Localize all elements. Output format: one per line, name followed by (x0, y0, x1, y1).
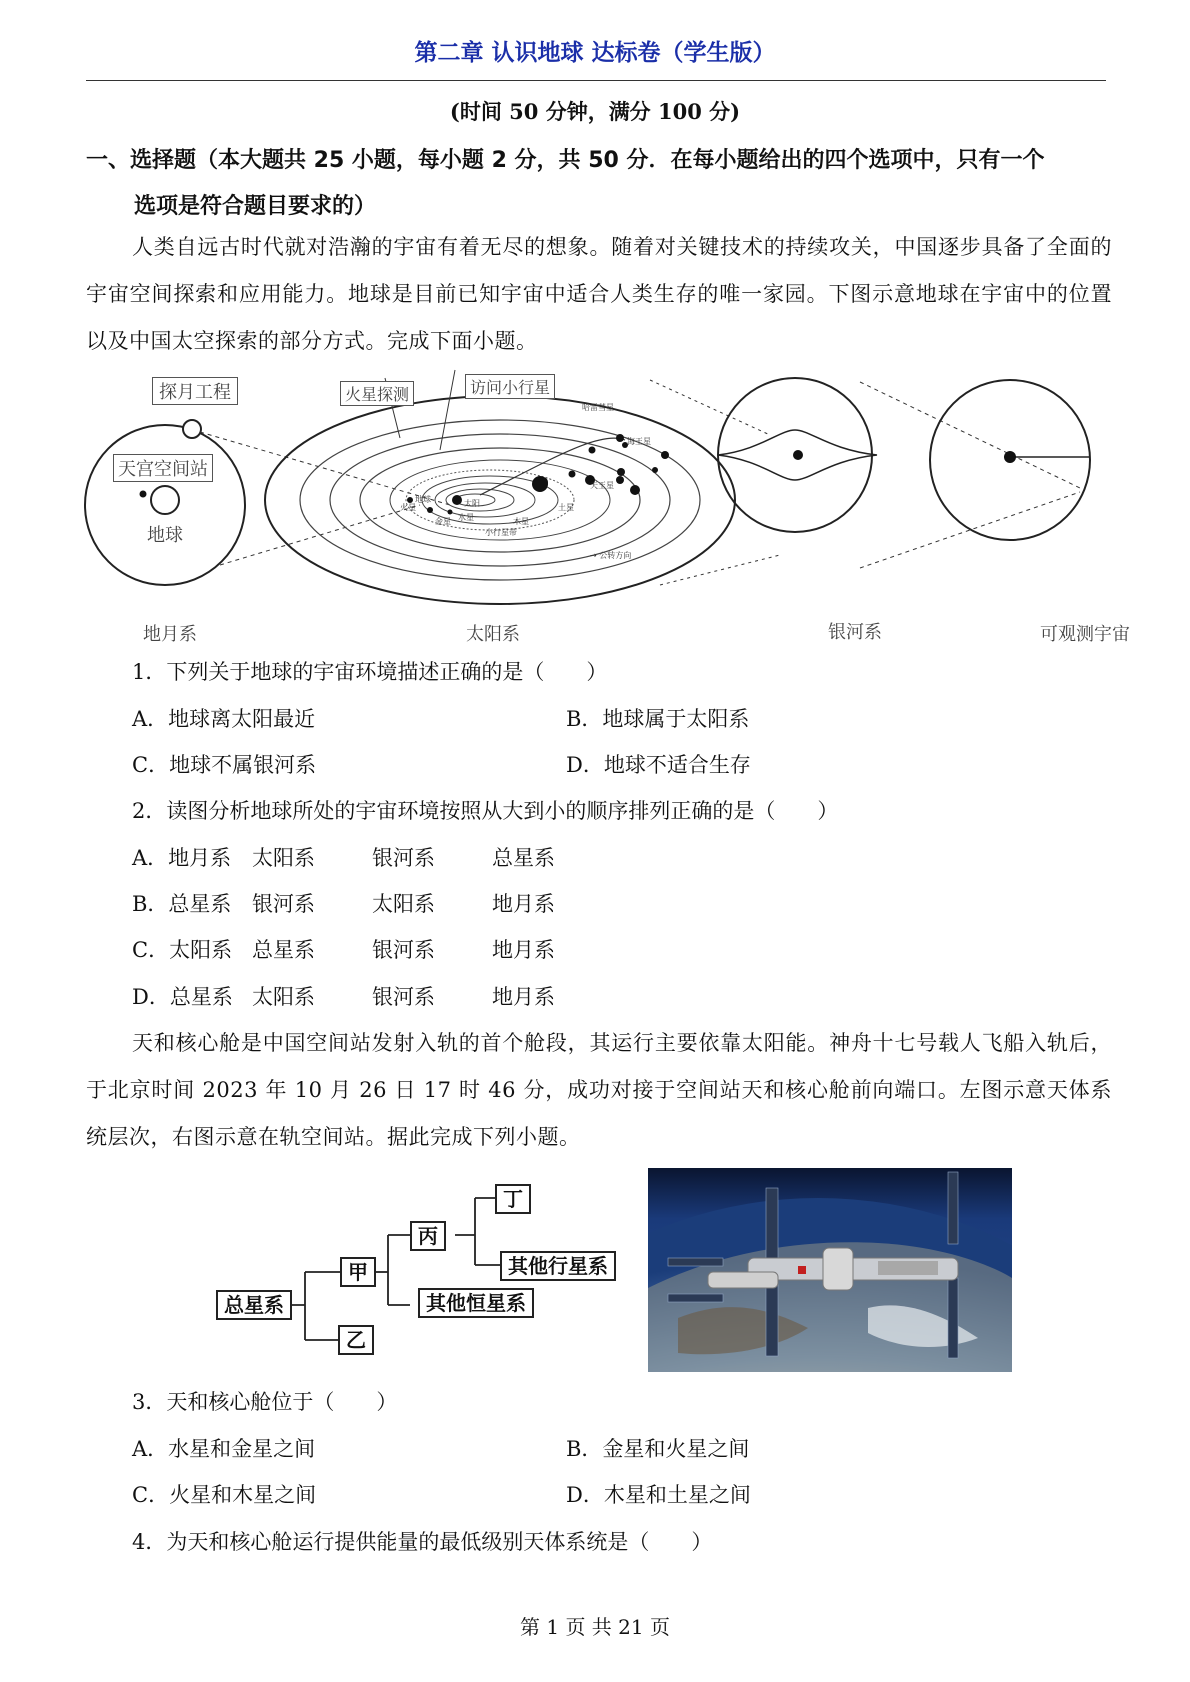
q3-option-d: D．木星和土星之间 (566, 1483, 751, 1507)
mercury-label: 水星 (458, 513, 474, 522)
neptune-label: 海王星 (627, 437, 651, 446)
q3-option-a: A．水星和金星之间 (132, 1437, 316, 1461)
section-heading-line2: 选项是符合题目要求的） (134, 194, 377, 219)
uranus-label: 天王星 (590, 481, 614, 490)
node-ding: 丁 (495, 1184, 531, 1214)
venus-label: 金星 (435, 517, 451, 526)
header-rule (86, 80, 1106, 81)
mars-label: 火星 (400, 503, 416, 512)
exam-duration: (时间 50 分钟，满分 100 分) (449, 99, 741, 124)
node-bing: 丙 (410, 1221, 446, 1251)
q1-option-b: B．地球属于太阳系 (566, 707, 750, 731)
section-heading (86, 138, 1116, 230)
question-4-stem: 4．为天和核心舱运行提供能量的最低级别天体系统是（ ） (132, 1530, 713, 1554)
intro-paragraph-2: 天和核心舱是中国空间站发射入轨的首个舱段，其运行主要依靠太阳能。神舟十七号载人飞船入轨后，于北京时间 2023 年 10 月 26 日 17 时 46 分，成功对接于空间站天和核心舱前向端口。左图示意天体系统层次，右图示意在轨空间站。据此完成下列小题。 (86, 1031, 1112, 1149)
universe-hierarchy-figure (80, 360, 1180, 650)
tag-mars-exploration: 火星探测 (340, 381, 414, 406)
saturn-label: 土星 (558, 503, 574, 512)
asteroid-belt-label: 小行星带 (485, 528, 517, 537)
node-jia: 甲 (340, 1257, 376, 1287)
q2-option-a: A．地月系 太阳系 银河系 总星系 (132, 846, 555, 870)
q3-option-b: B．金星和火星之间 (566, 1437, 750, 1461)
q2-option-d: D．总星系 太阳系 银河系 地月系 (132, 985, 555, 1009)
earth-small-label: 地球 (415, 495, 431, 504)
tag-tiangong: 天宫空间站 (113, 454, 213, 482)
q1-option-d: D．地球不适合生存 (566, 753, 751, 777)
jupiter-label: 木星 (513, 517, 529, 526)
intro-paragraph-1: 人类自远古时代就对浩瀚的宇宙有着无尽的想象。随着对关键技术的持续攻关，中国逐步具备了全面的宇宙空间探索和应用能力。地球是目前已知宇宙中适合人类生存的唯一家园。下图示意地球在宇宙中的位置以及中国太空探索的部分方式。完成下面小题。 (86, 235, 1112, 353)
galaxy-center-dot (793, 450, 803, 460)
direction-label: → 公转方向 (590, 551, 632, 560)
tag-asteroid-visit: 访问小行星 (465, 374, 555, 399)
page-number: 第 1 页 共 21 页 (520, 1615, 670, 1639)
node-yi: 乙 (338, 1325, 374, 1355)
tiangong-dot (140, 491, 147, 498)
caption-earth-moon-system: 地月系 (143, 624, 197, 645)
earth-label: 地球 (147, 525, 183, 546)
section-heading-line1: 一、选择题（本大题共 25 小题，每小题 2 分，共 50 分．在每小题给出的四个选项中，只有一个 (86, 148, 1045, 173)
q2-option-b: B．总星系 银河系 太阳系 地月系 (132, 892, 555, 916)
comet-label: 哈雷彗星 (582, 403, 614, 412)
moon-circle (183, 420, 201, 438)
caption-galaxy: 银河系 (828, 622, 882, 643)
caption-observable-universe: 可观测宇宙 (1040, 624, 1130, 645)
caption-solar-system: 太阳系 (466, 624, 520, 645)
tag-moon-exploration: 探月工程 (152, 377, 238, 405)
node-other-stellar-systems: 其他恒星系 (418, 1288, 534, 1318)
question-1-stem: 1．下列关于地球的宇宙环境描述正确的是（ ） (132, 660, 608, 684)
q1-option-a: A．地球离太阳最近 (132, 707, 316, 731)
earth-circle (151, 486, 179, 514)
q3-option-c: C．火星和木星之间 (132, 1483, 317, 1507)
universe-center-dot (1004, 451, 1016, 463)
q2-option-c: C．太阳系 总星系 银河系 地月系 (132, 938, 555, 962)
document-title: 第二章 认识地球 达标卷（学生版） (414, 40, 776, 66)
question-2-stem: 2．读图分析地球所处的宇宙环境按照从大到小的顺序排列正确的是（ ） (132, 799, 839, 823)
sun-dot (452, 495, 462, 505)
q1-option-c: C．地球不属银河系 (132, 753, 317, 777)
node-total-galaxy: 总星系 (216, 1290, 292, 1320)
question-3-stem: 3．天和核心舱位于（ ） (132, 1390, 398, 1414)
space-station-image (648, 1168, 1012, 1372)
sun-label: 太阳 (464, 499, 480, 508)
node-other-planetary-systems: 其他行星系 (500, 1251, 616, 1281)
